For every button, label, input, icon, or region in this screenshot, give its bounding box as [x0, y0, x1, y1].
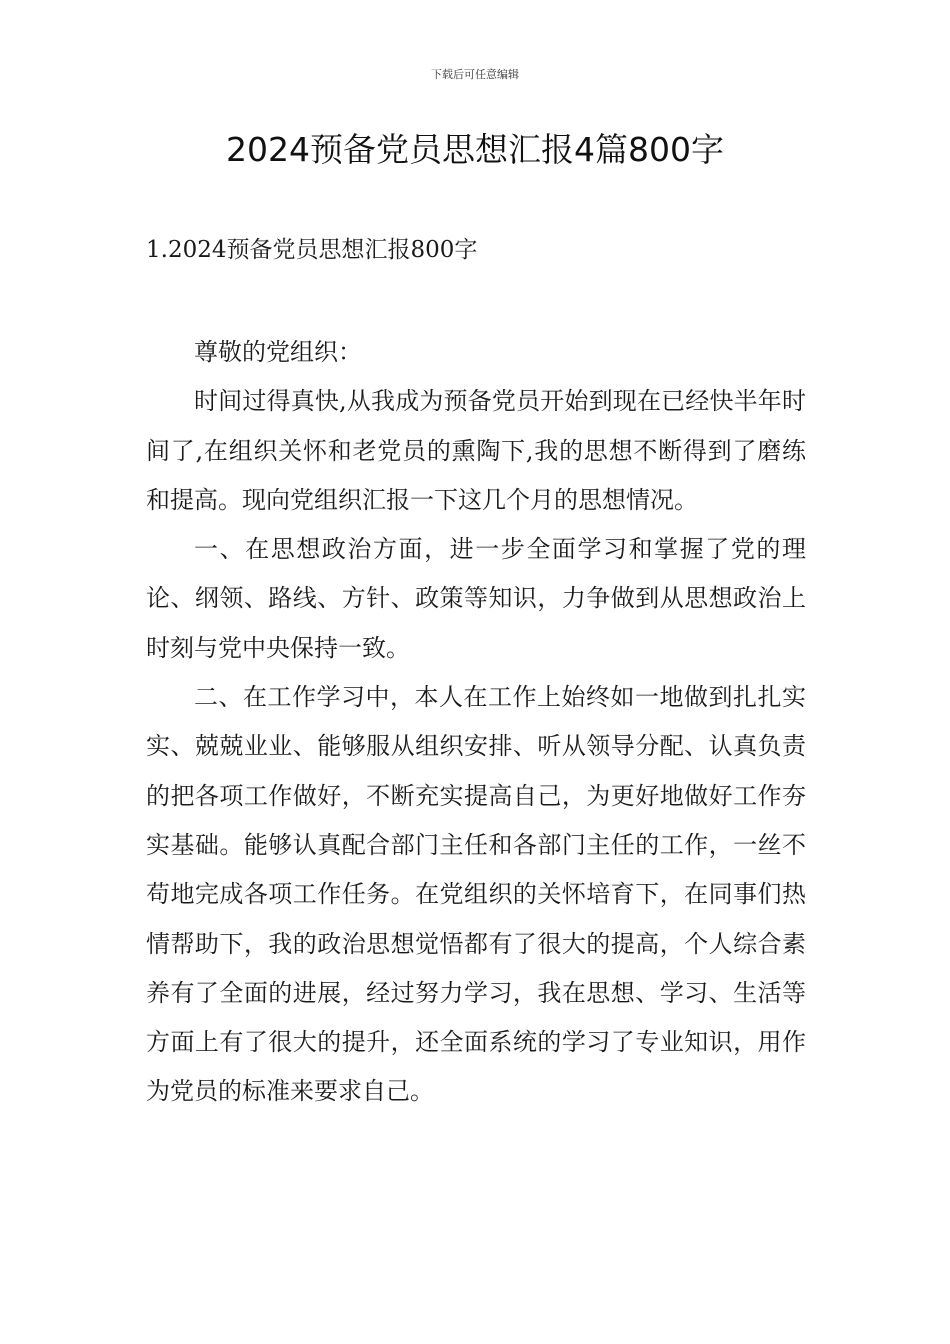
- paragraph-political-thought: 一、在思想政治方面，进一步全面学习和掌握了党的理论、纲领、路线、方针、政策等知识，力争做到从思想政治上时刻与党中央保持一致。: [146, 535, 806, 662]
- paragraph-work-study: 二、在工作学习中，本人在工作上始终如一地做到扎扎实实、兢兢业业、能够服从组织安排、听从领导分配、认真负责的把各项工作做好，不断充实提高自己，为更好地做好工作夯实基础。能够认真配合部门主任和各部门主任的工作，一丝不苟地完成各项工作任务。在党组织的关怀培育下，在同事们热情帮助下，我的政治思想觉悟都有了很大的提高，个人综合素养有了全面的进展，经过努力学习，我在思想、学习、生活等方面上有了很大的提升，还全面系统的学习了专业知识，用作为党员的标准来要求自己。: [146, 683, 806, 1106]
- paragraph-intro: 时间过得真快,从我成为预备党员开始到现在已经快半年时间了,在组织关怀和老党员的熏陶下,我的思想不断得到了磨练和提高。现向党组织汇报一下这几个月的思想情况。: [146, 387, 806, 514]
- document-title: 2024预备党员思想汇报4篇800字: [226, 130, 724, 169]
- header-note: 下载后可任意编辑: [431, 68, 519, 81]
- document-body: [146, 328, 806, 1117]
- salutation: 尊敬的党组织：: [194, 338, 362, 366]
- section-heading: 1.2024预备党员思想汇报800字: [146, 237, 478, 263]
